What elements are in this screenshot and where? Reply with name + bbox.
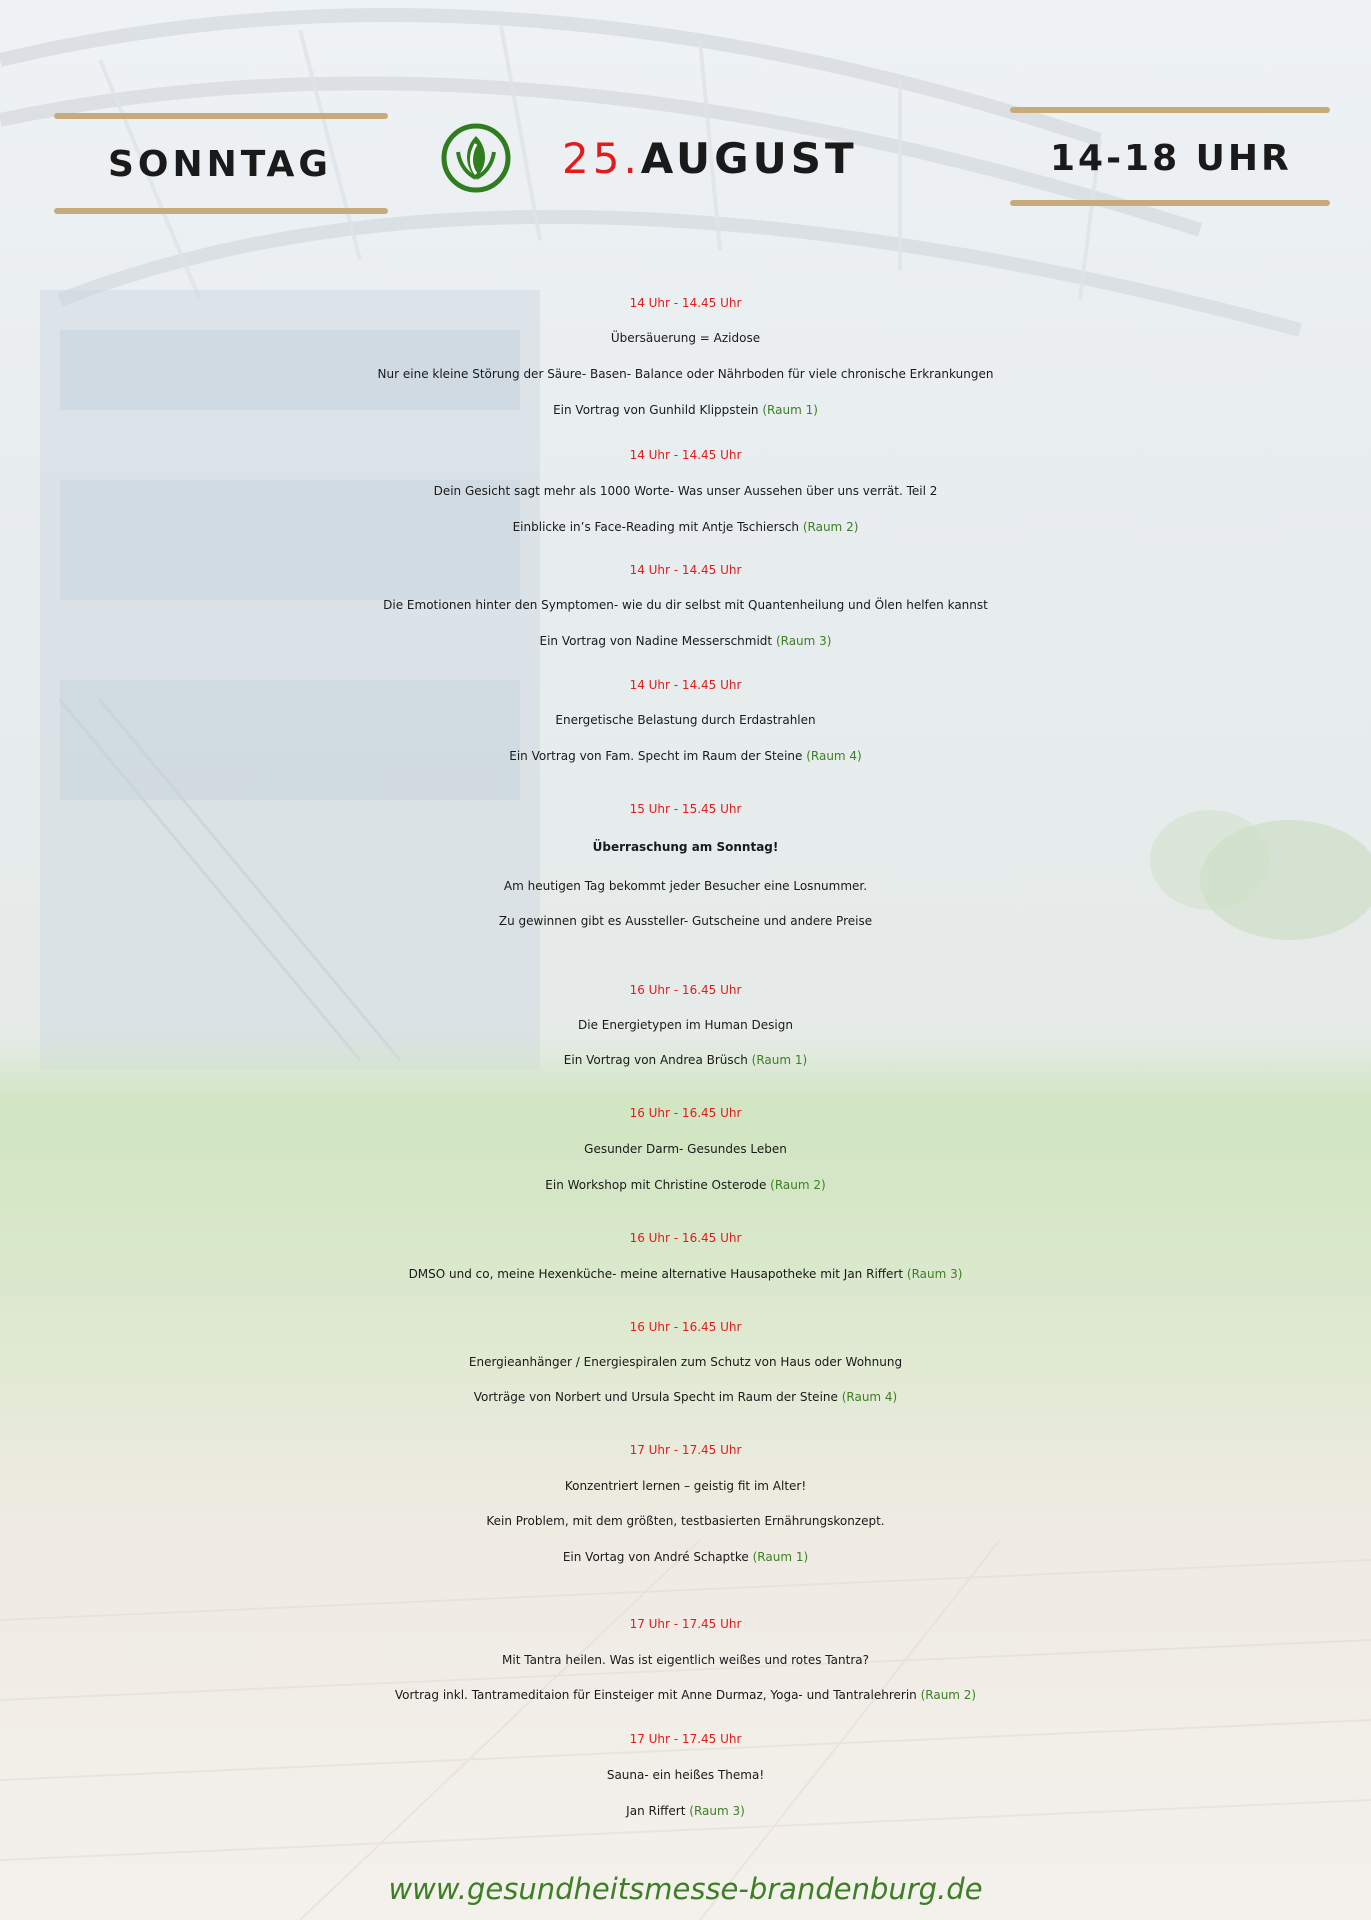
event-time: 14 Uhr - 14.45 Uhr [629, 448, 742, 462]
event-title: Überraschung am Sonntag! [592, 840, 779, 854]
date-number: 25. [562, 134, 641, 183]
event-time: 15 Uhr - 15.45 Uhr [629, 802, 742, 816]
event-title: Gesunder Darm- Gesundes Leben [584, 1142, 787, 1156]
divider-right-top [1010, 107, 1330, 113]
event-subtitle: Nur eine kleine Störung der Säure- Basen- Balance oder Nährboden für viele chronische Erkrankungen [377, 367, 994, 381]
event-speaker: Vortrag inkl. Tantrameditaion für Einsteiger mit Anne Durmaz, Yoga- und Tantralehrerin (Raum 2) [394, 1688, 977, 1702]
room-label: (Raum 4) [841, 1390, 898, 1404]
event-title: Die Energietypen im Human Design [578, 1018, 793, 1032]
event-speaker: Ein Vortrag von Nadine Messerschmidt (Raum 3) [539, 634, 832, 648]
room-label: (Raum 3) [906, 1267, 963, 1281]
room-label: (Raum 2) [770, 1178, 826, 1192]
event-speaker: Ein Vortrag von Gunhild Klippstein (Raum 1) [553, 403, 818, 417]
room-label: (Raum 1) [752, 1550, 809, 1564]
event-title: Übersäuerung = Azidose [610, 331, 761, 345]
event-speaker: Ein Vortrag von Andrea Brüsch (Raum 1) [563, 1053, 808, 1067]
divider-left-bottom [54, 208, 388, 214]
event-time: 16 Uhr - 16.45 Uhr [629, 1231, 742, 1245]
room-label: (Raum 3) [775, 634, 832, 648]
date-label [562, 134, 858, 183]
event-time: 14 Uhr - 14.45 Uhr [629, 678, 742, 692]
divider-right-bottom [1010, 200, 1330, 206]
event-time: 17 Uhr - 17.45 Uhr [629, 1617, 742, 1631]
event-description: Zu gewinnen gibt es Aussteller- Gutscheine und andere Preise [498, 914, 873, 928]
room-label: (Raum 4) [806, 749, 862, 763]
event-speaker: Vorträge von Norbert und Ursula Specht im Raum der Steine (Raum 4) [473, 1390, 898, 1404]
event-description: Am heutigen Tag bekommt jeder Besucher eine Losnummer. [503, 879, 868, 893]
room-label: (Raum 3) [689, 1804, 745, 1818]
room-label: (Raum 2) [802, 520, 859, 534]
event-speaker: Ein Workshop mit Christine Osterode (Raum 2) [545, 1178, 826, 1192]
website-link[interactable]: www.gesundheitsmesse-brandenburg.de [388, 1872, 983, 1906]
event-speaker: Jan Riffert (Raum 3) [626, 1804, 745, 1818]
leaf-logo-icon [440, 122, 512, 194]
day-label: SONNTAG [108, 144, 332, 185]
room-label: (Raum 1) [751, 1053, 808, 1067]
event-title: Dein Gesicht sagt mehr als 1000 Worte- Was unser Aussehen über uns verrät. Teil 2 [433, 484, 938, 498]
date-month: AUGUST [640, 134, 858, 183]
divider-left-top [54, 113, 388, 119]
event-title: Sauna- ein heißes Thema! [606, 1768, 765, 1782]
event-time: 17 Uhr - 17.45 Uhr [629, 1443, 742, 1457]
event-title: DMSO und co, meine Hexenküche- meine alternative Hausapotheke mit Jan Riffert (Raum 3) [408, 1267, 963, 1281]
event-time: 16 Uhr - 16.45 Uhr [629, 1106, 742, 1120]
event-subtitle: Kein Problem, mit dem größten, testbasierten Ernährungskonzept. [486, 1514, 885, 1528]
event-title: Energieanhänger / Energiespiralen zum Schutz von Haus oder Wohnung [468, 1355, 903, 1369]
header [0, 0, 1371, 220]
room-label: (Raum 1) [762, 403, 818, 417]
event-time: 14 Uhr - 14.45 Uhr [629, 563, 742, 577]
event-time: 16 Uhr - 16.45 Uhr [629, 1320, 742, 1334]
event-time: 16 Uhr - 16.45 Uhr [629, 983, 742, 997]
event-time: 14 Uhr - 14.45 Uhr [629, 296, 742, 310]
event-title: Energetische Belastung durch Erdastrahlen [555, 713, 816, 727]
event-time: 17 Uhr - 17.45 Uhr [629, 1732, 742, 1746]
event-speaker: Einblicke in’s Face-Reading mit Antje Tschiersch (Raum 2) [512, 520, 859, 534]
event-title: Konzentriert lernen – geistig fit im Alter! [564, 1479, 807, 1493]
room-label: (Raum 2) [920, 1688, 977, 1702]
event-title: Mit Tantra heilen. Was ist eigentlich weißes und rotes Tantra? [502, 1653, 869, 1667]
event-title: Die Emotionen hinter den Symptomen- wie du dir selbst mit Quantenheilung und Ölen helfen kannst [383, 598, 988, 612]
event-speaker: Ein Vortrag von Fam. Specht im Raum der Steine (Raum 4) [509, 749, 862, 763]
hours-label: 14-18 UHR [1050, 138, 1292, 179]
event-speaker: Ein Vortag von André Schaptke (Raum 1) [562, 1550, 809, 1564]
